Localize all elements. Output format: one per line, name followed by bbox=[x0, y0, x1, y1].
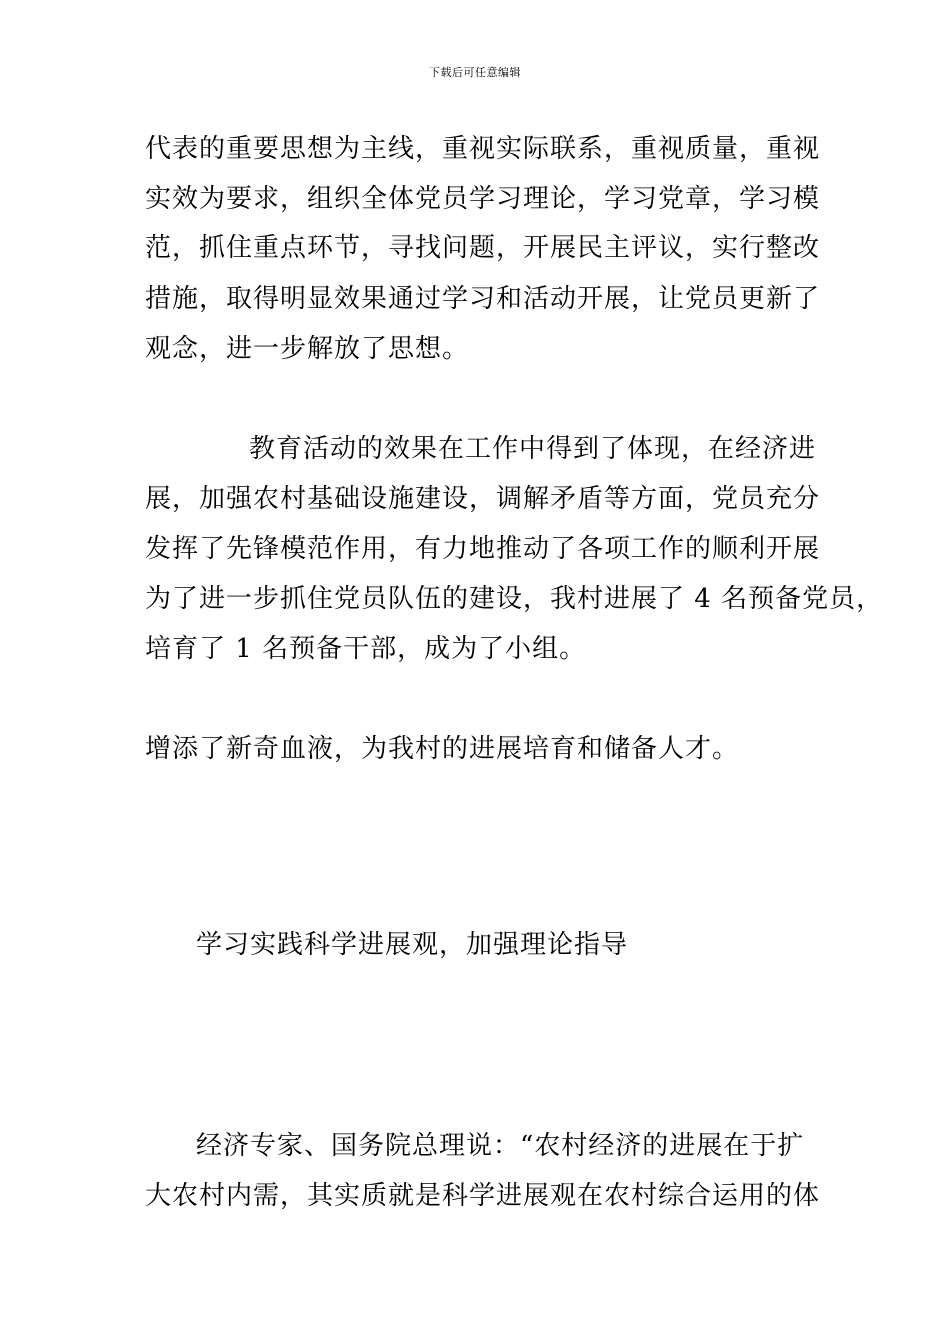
section-heading: 学习实践科学进展观，加强理论指导 bbox=[196, 930, 629, 960]
paragraph-line: 培育了 1 名预备干部，成为了小组。 bbox=[145, 634, 587, 664]
paragraph-line: 为了进一步抓住党员队伍的建设，我村进展了 4 名预备党员， bbox=[145, 584, 884, 614]
paragraph-line: 代表的重要思想为主线，重视实际联系，重视质量，重视 bbox=[145, 134, 821, 164]
paragraph-line: 实效为要求，组织全体党员学习理论，学习党章，学习模 bbox=[145, 184, 821, 214]
paragraph-line: 教育活动的效果在工作中得到了体现，在经济进 bbox=[249, 434, 817, 464]
paragraph-line: 大农村内需，其实质就是科学进展观在农村综合运用的体 bbox=[145, 1181, 821, 1211]
header-note: 下载后可任意编辑 bbox=[429, 66, 521, 79]
paragraph-text: 增添了新奇血液，为我村的进展培育和储备人才。 bbox=[145, 734, 740, 764]
paragraph-line: 范，抓住重点环节，寻找问题，开展民主评议，实行整改 bbox=[145, 233, 821, 263]
paragraph-line: 观念，进一步解放了思想。 bbox=[145, 334, 470, 364]
paragraph-line: 措施，取得明显效果通过学习和活动开展，让党员更新了 bbox=[145, 284, 821, 314]
paragraph-line: 经济专家、国务院总理说：“农村经济的进展在于扩 bbox=[196, 1131, 805, 1161]
paragraph-line: 展，加强农村基础设施建设，调解矛盾等方面，党员充分 bbox=[145, 484, 821, 514]
paragraph-line: 发挥了先锋模范作用，有力地推动了各项工作的顺利开展 bbox=[145, 534, 821, 564]
